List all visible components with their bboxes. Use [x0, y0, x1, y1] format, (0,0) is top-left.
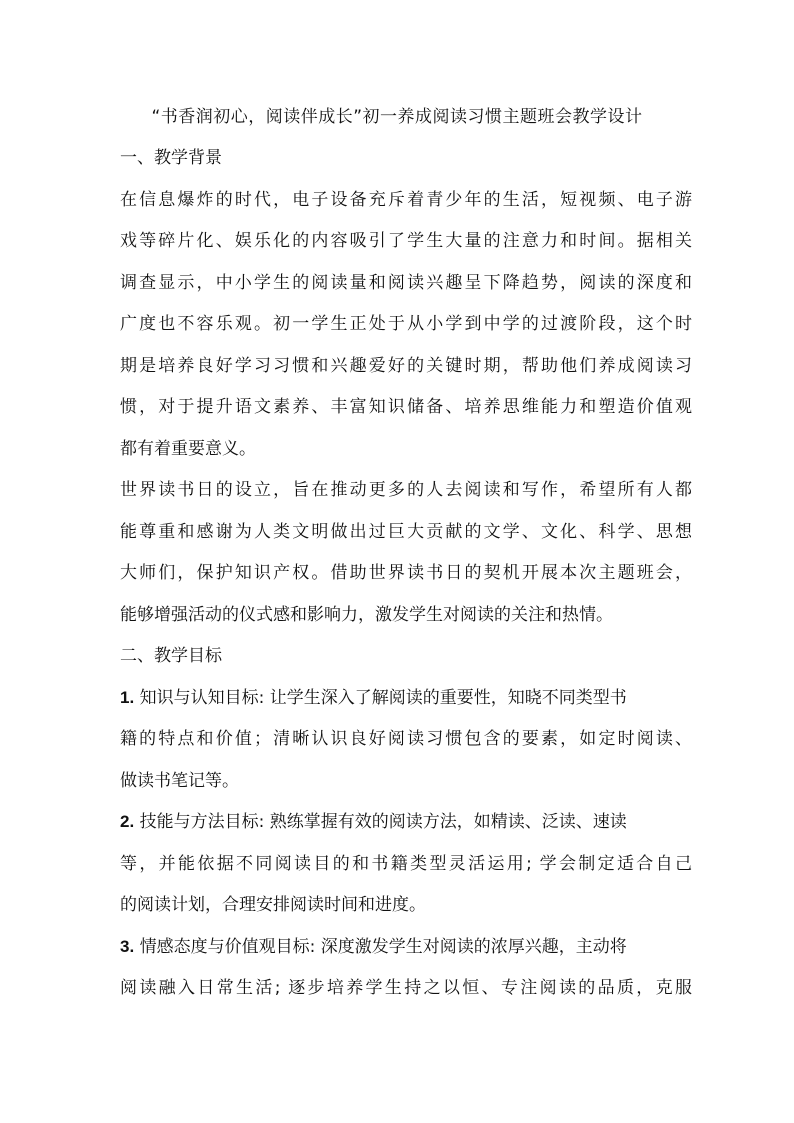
paragraph-line: 都有着重要意义。	[120, 439, 256, 459]
item-number: 3.	[120, 937, 135, 956]
paragraph-line: 阅读融入日常生活; 逐步培养学生持之以恒、专注阅读的品质，克服	[120, 978, 692, 998]
paragraph-line: 等，并能依据不同阅读目的和书籍类型灵活运用; 学会制定适合自己	[120, 854, 692, 874]
item-text: 情感态度与价值观目标: 深度激发学生对阅读的浓厚兴趣，主动将	[134, 937, 627, 957]
paragraph-line: 籍的特点和价值；清晰认识良好阅读习惯包含的要素，如定时阅读、	[120, 729, 692, 749]
item-number: 1.	[120, 688, 135, 707]
item-number: 2.	[120, 812, 135, 831]
document-title: “书香润初心，阅读伴成长”初一养成阅读习惯主题班会教学设计	[151, 107, 643, 127]
objective-item-3	[120, 935, 692, 959]
item-text: 知识与认知目标: 让学生深入了解阅读的重要性，知晓不同类型书	[134, 688, 627, 708]
paragraph-line: 戏等碎片化、娱乐化的内容吸引了学生大量的注意力和时间。据相关	[120, 231, 692, 251]
paragraph-line: 期是培养良好学习习惯和兴趣爱好的关键时期，帮助他们养成阅读习	[120, 356, 692, 376]
paragraph-line: 惯，对于提升语文素养、丰富知识储备、培养思维能力和塑造价值观	[120, 397, 692, 417]
objective-item-1	[120, 686, 692, 710]
item-text: 技能与方法目标: 熟练掌握有效的阅读方法，如精读、泛读、速读	[134, 812, 627, 832]
paragraph-line: 调查显示，中小学生的阅读量和阅读兴趣呈下降趋势，阅读的深度和	[120, 273, 692, 293]
paragraph-line: 广度也不容乐观。初一学生正处于从小学到中学的过渡阶段，这个时	[120, 314, 692, 334]
paragraph-line: 能够增强活动的仪式感和影响力，激发学生对阅读的关注和热情。	[120, 605, 613, 625]
section-heading-background: 一、教学背景	[120, 148, 222, 168]
objective-item-2	[120, 810, 692, 834]
paragraph-line: 能尊重和感谢为人类文明做出过巨大贡献的文学、文化、科学、思想	[120, 522, 692, 542]
paragraph-line: 的阅读计划，合理安排阅读时间和进度。	[120, 895, 426, 915]
paragraph-line: 做读书笔记等。	[120, 771, 239, 791]
paragraph-line: 在信息爆炸的时代，电子设备充斥着青少年的生活，短视频、电子游	[120, 190, 692, 210]
section-heading-objectives: 二、教学目标	[120, 646, 222, 666]
paragraph-line: 大师们，保护知识产权。借助世界读书日的契机开展本次主题班会，	[120, 563, 692, 583]
paragraph-line: 世界读书日的设立，旨在推动更多的人去阅读和写作，希望所有人都	[120, 480, 692, 500]
